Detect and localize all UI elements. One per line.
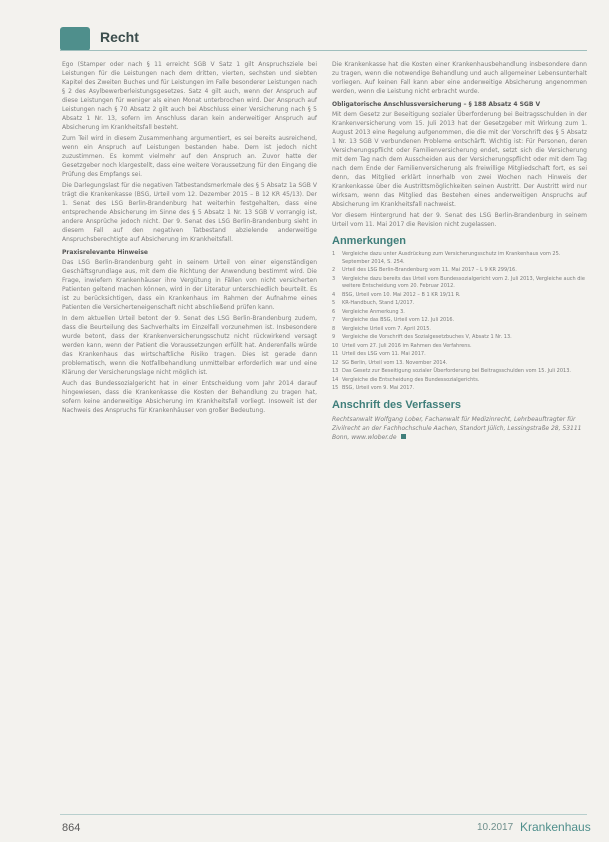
left-paragraph: In dem aktuellen Urteil betont der 9. Senat des LSG Berlin-Brandenburg zudem, dass die Beurteilung des Sachverhalts im Einzelfall vorzunehmen ist. Insbesondere wurde betont, dass der Krankenversicherungsschutz nicht rückwirkend versagt werden kann, wenn der Patient die Voraussetzungen erfüllt hat. Anderenfalls würde das Krankenhaus das wirtschaftliche Risiko tragen. Dies ist gerade dann problematisch, wenn die Notfallbehandlung unmittelbar erforderlich war und eine Klärung der Versicherungslage nicht möglich ist.: [62, 315, 317, 376]
note-number: 12: [332, 359, 339, 366]
note-number: 8: [332, 325, 336, 332]
note-number: 3: [332, 275, 336, 282]
note-text: Vergleiche Anmerkung 3.: [342, 308, 405, 315]
note-text: Vergleiche die Entscheidung des Bundessozialgerichts.: [342, 376, 480, 383]
note-text: Vergleiche das BSG, Urteil vom 12. Juli 2016.: [342, 317, 455, 323]
note-number: 14: [332, 376, 339, 383]
left-paragraph: Auch das Bundessozialgericht hat in einer Entscheidung vom Jahr 2014 darauf hingewiesen, dass die Krankenkasse die Kosten der Behandlung zu tragen hat, sofern keine anderweitige Absicherung im Krankheitsfall vorliegt. Insoweit ist der Nachweis des Anspruchs für Krankenhäuser von großer Bedeutung.: [62, 380, 317, 414]
note-number: 9: [332, 334, 336, 340]
end-square-icon: [401, 434, 406, 439]
note-number: 11: [332, 351, 339, 357]
note-number: 7: [332, 317, 336, 323]
author-details: Rechtsanwalt Wolfgang Lober, Fachanwalt für Medizinrecht, Lehrbeauftragter für Zivilrecht an der Fachhochschule Aachen, Standort Jülich, Lessingstraße 28, 53111 Bonn, www.wlober.de: [332, 415, 582, 441]
note-item: [332, 368, 587, 376]
note-number: 13: [332, 368, 339, 374]
note-text: BSG, Urteil vom 10. Mai 2012 – B 1 KR 19/11 R.: [342, 291, 461, 298]
notes-list: [332, 251, 587, 393]
note-text: KR-Handbuch, Stand 1/2017.: [342, 300, 415, 306]
note-text: Das Gesetz zur Beseitigung sozialer Überforderung bei Beitragsschulden vom 15. Juli 2013.: [342, 368, 571, 374]
note-text: BSG, Urteil vom 9. Mai 2017.: [342, 385, 415, 391]
note-text: Urteil des LSG Berlin-Brandenburg vom 11. Mai 2017 – L 9 KR 299/16.: [342, 267, 517, 273]
note-item: [332, 326, 587, 334]
note-item: [332, 276, 587, 291]
note-item: [332, 251, 587, 266]
header-rule: [60, 50, 587, 51]
left-subheading: Praxisrelevante Hinweise: [62, 249, 148, 256]
note-item: [332, 385, 587, 393]
note-item: [332, 351, 587, 359]
right-paragraph: Die Krankenkasse hat die Kosten einer Krankenhausbehandlung insbesondere dann zu tragen, wenn die notwendige Behandlung und auch allgemeiner Lebensunterhalt vorliegen. Auf keinen Fall kann aber eine anderweitige Absicherung angenommen werden, wenn die Leistung nicht erbracht wurde.: [332, 61, 587, 95]
note-number: 15: [332, 385, 339, 391]
note-item: [332, 300, 587, 308]
note-text: Vergleiche dazu bereits das Urteil vom Bundessozialgericht vom 2. Juli 2013, Vergleiche auch die weitere Entscheidung vom 20. Februar 2012.: [342, 275, 585, 289]
note-text: Vergleiche Urteil vom 7. April 2015.: [342, 325, 431, 332]
note-item: [332, 377, 587, 385]
note-item: [332, 334, 587, 342]
note-number: 10: [332, 342, 339, 349]
note-text: SG Berlin, Urteil vom 13. November 2014.: [342, 359, 448, 366]
section-badge: [60, 27, 90, 51]
right-column: [332, 60, 587, 442]
note-text: Vergleiche dazu unter Ausdrückung zum Versicherungsschutz im Krankenhaus vom 25. September 2014, S. 254.: [342, 251, 561, 265]
left-paragraph: Ego (Stamper oder nach § 11 erreicht SGB V Satz 1 gilt Anspruchsziele bei Leistungen für die Leistungen nach dem dritten, vierten, sechsten und siebten Kapitel des Zweiten Buches und für Leistungen im Falle besonderer Leistungen nach § 2 des Asylbewerberleistungsgesetzes. Satz 4 gilt auch, wenn der Anspruch auf diese Leistungen für weniger als einen Monat unterbrochen wird. Der Anspruch auf Leistungen nach § 70 Absatz 2 gilt auch bei Abschluss einer Versicherung nach § 5 Absatz 1 Nr. 13, sofern im Anschluss daran kein anderweitiger Anspruch auf Absicherung im Krankheitsfall besteht.: [62, 61, 317, 131]
left-paragraph: Die Darlegungslast für die negativen Tatbestandsmerkmale des § 5 Absatz 1a SGB V trägt die Krankenkasse (BSG, Urteil vom 12. Dezember 2015 – B 12 KR 45/13). Der 1. Senat des LSG Berlin-Brandenburg hat weiterhin festgehalten, dass eine entsprechende Absicherung im Sinne des § 5 Absatz 1 Nr. 13 SGB V vorrangig ist, andere Ansprüche jedoch nicht. Der 9. Senat des LSG Berlin-Brandenburg sieht in diesem Fall auf den negativen Tatbestand abzielende anderweitige Anspruchsberechtigte auf Absicherung im Krankheitsfall.: [62, 182, 317, 243]
note-item: [332, 343, 587, 351]
left-paragraph: Zum Teil wird in diesem Zusammenhang argumentiert, es sei bereits ausreichend, wenn ein Anspruch auf Leistungen bestanden habe. Dem ist jedoch nicht zuzustimmen. Es kommt vielmehr auf den Anspruch an. Zuvor hatte der Gesetzgeber noch klargestellt, dass eine weitere Voraussetzung für den Eingang die Prüfung des Empfangs sei.: [62, 135, 317, 178]
note-number: 1: [332, 251, 336, 257]
left-column: [62, 60, 317, 417]
left-paragraph: Das LSG Berlin-Brandenburg geht in seinem Urteil von einer eigenständigen Geschäftsgrundlage aus, mit dem die Richtung der Anwendung bestimmt wird. Die Frage, inwiefern Krankenhäuser ihre Vergütung in Fällen von nicht versicherten Patienten geltend machen können, wird in der Literatur unterschiedlich beurteilt. Es ist zu berücksichtigen, dass ein Krankenhaus im Rahmen der Aufnahme eines Patienten die Versicherteneigenschaft nicht abschließend prüfen kann.: [62, 259, 317, 311]
note-number: 6: [332, 308, 336, 315]
author-text: [332, 415, 587, 442]
note-text: Urteil des LSG vom 11. Mai 2017.: [342, 351, 426, 357]
magazine-name: Krankenhaus: [520, 820, 591, 834]
note-item: [332, 292, 587, 300]
right-paragraph: Mit dem Gesetz zur Beseitigung sozialer Überforderung bei Beitragsschulden in der Krankenversicherung vom 15. Juli 2013 hat der Gesetzgeber mit Wirkung zum 1. August 2013 eine Regelung aufgenommen, die die mit der Vorschrift des § 5 Absatz 1 Nr. 13 SGB V verbundenen Probleme entschärft. Wichtig ist: Für Personen, deren Versicherungspflicht oder Familienversicherung endet, setzt sich die Versicherung mit dem Tag nach dem Ausscheiden aus der Versicherungspflicht oder mit dem Tag nach dem Ende der Familienversicherung als freiwillige Mitgliedschaft fort, es sei denn, das Mitglied erklärt innerhalb von zwei Wochen nach Hinweis der Krankenkasse über die Austrittsmöglichkeiten seinen Austritt. Der Austritt wird nur wirksam, wenn das Mitglied das Bestehen eines anderweitigen Anspruchs auf Absicherung im Krankheitsfall nachweist.: [332, 111, 587, 208]
right-subheading: Obligatorische Anschlussversicherung – § 188 Absatz 4 SGB V: [332, 101, 541, 108]
notes-heading: Anmerkungen: [332, 235, 406, 247]
footer-rule: [60, 814, 587, 815]
note-number: 4: [332, 291, 336, 298]
note-item: [332, 309, 587, 317]
page-number: 864: [62, 822, 81, 834]
note-item: [332, 317, 587, 325]
right-paragraph: Vor diesem Hintergrund hat der 9. Senat des LSG Berlin-Brandenburg in seinem Urteil vom 11. Mai 2017 die Revision nicht zugelassen.: [332, 212, 587, 228]
note-text: Vergleiche die Vorschrift des Sozialgesetzbuches V, Absatz 1 Nr. 13.: [342, 334, 512, 340]
note-item: [332, 267, 587, 275]
section-title: Recht: [100, 29, 139, 45]
note-text: Urteil vom 27. Juli 2016 im Rahmen des Verfahrens.: [342, 342, 472, 349]
note-item: [332, 360, 587, 368]
note-number: 5: [332, 300, 336, 306]
note-number: 2: [332, 267, 336, 273]
author-heading: Anschrift des Verfassers: [332, 398, 462, 411]
issue-date: 10.2017: [477, 822, 514, 833]
